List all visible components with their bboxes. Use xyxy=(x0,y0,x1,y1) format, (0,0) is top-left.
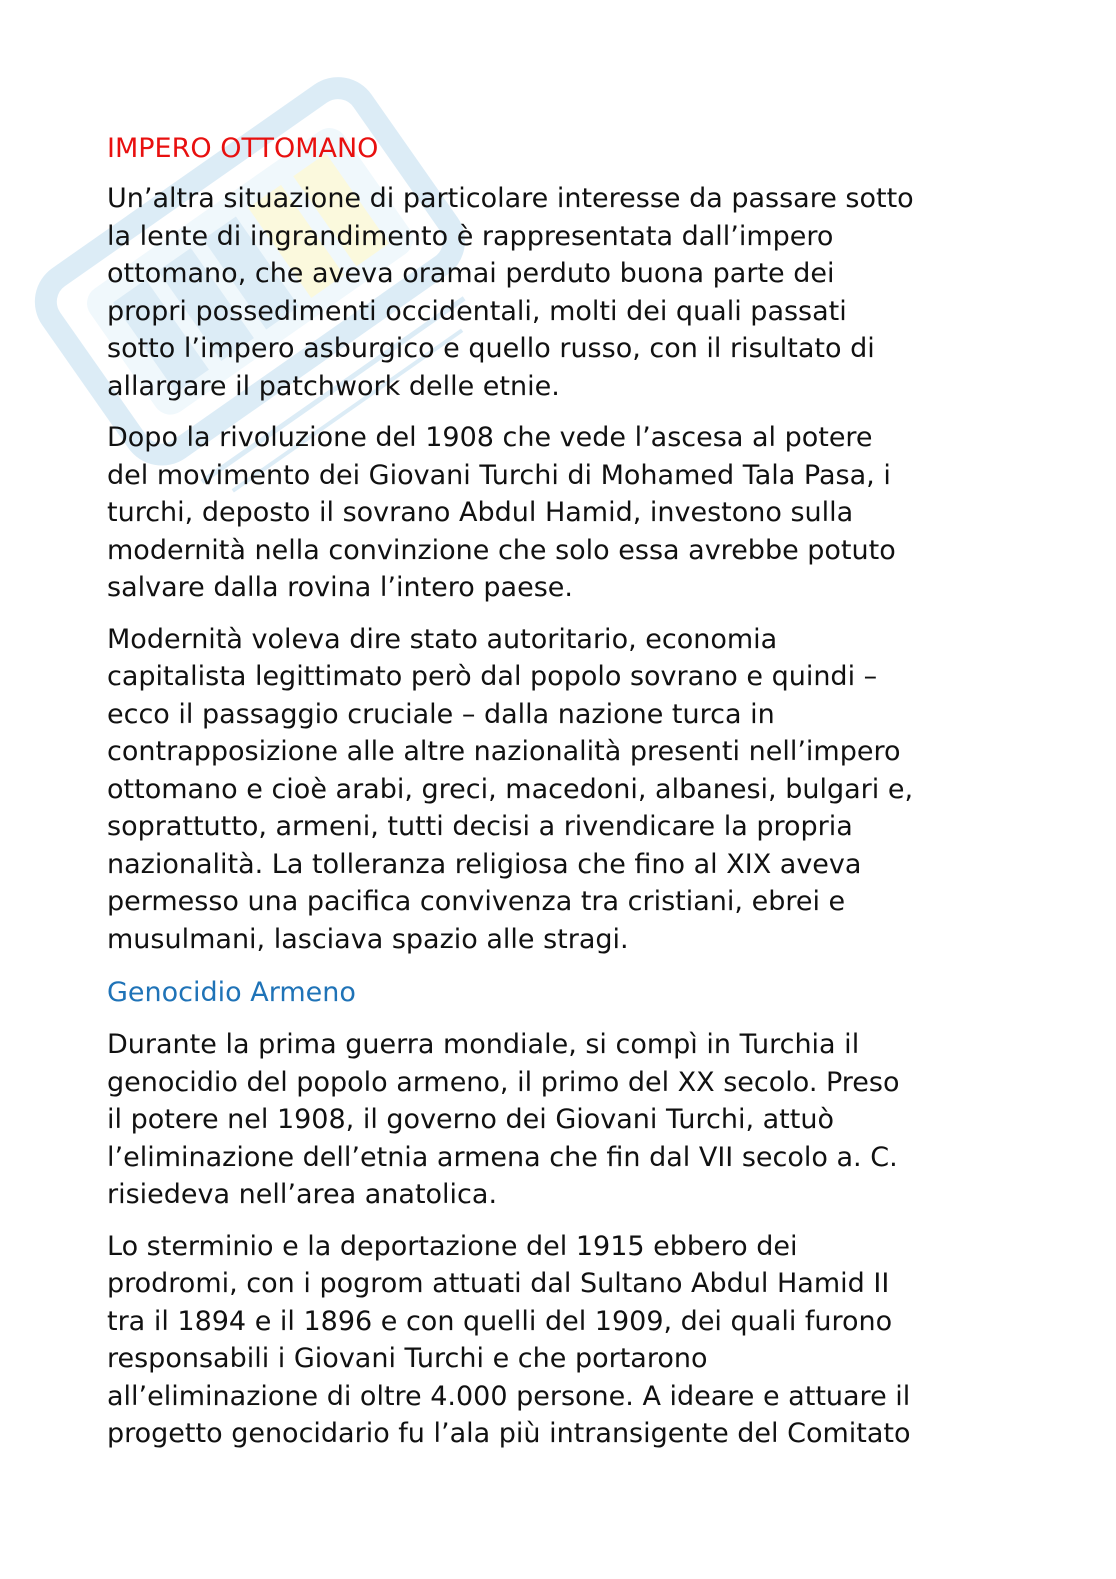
section-title: IMPERO OTTOMANO xyxy=(107,133,379,164)
paragraph: Un’altra situazione di particolare interesse da passare sotto la lente di ingrandimento è rappresentata dall’impero ottomano, che aveva oramai perduto buona parte dei propri possedimenti occidentali, molti dei quali passati sotto l’impero asburgico e quello russo, con il risultato di allargare il patchwork delle etnie. xyxy=(107,183,914,402)
paragraph: Dopo la rivoluzione del 1908 che vede l’ascesa al potere del movimento dei Giovani Turchi di Mohamed Tala Pasa, i turchi, deposto il sovrano Abdul Hamid, investono sulla modernità nella convinzione che solo essa avrebbe potuto salvare dalla rovina l’intero paese. xyxy=(107,422,896,603)
paragraph: Modernità voleva dire stato autoritario, economia capitalista legittimato però dal popolo sovrano e quindi – ecco il passaggio cruciale – dalla nazione turca in contrapposizione alle altre nazionalità presenti nell’impero ottomano e cioè arabi, greci, macedoni, albanesi, bulgari e, soprattutto, armeni, tutti decisi a rivendicare la propria nazionalità. La tolleranza religiosa che fino al XIX aveva permesso una pacifica convivenza tra cristiani, ebrei e musulmani, lasciava spazio alle stragi. xyxy=(107,623,914,955)
paragraph: Durante la prima guerra mondiale, si compì in Turchia il genocidio del popolo armeno, il primo del XX secolo. Preso il potere nel 1908, il governo dei Giovani Turchi, attuò l’eliminazione dell’etnia armena che fin dal VII secolo a. C. risiedeva nell’area anatolica. xyxy=(107,1029,900,1210)
subsection-title: Genocidio Armeno xyxy=(107,977,356,1008)
document-page xyxy=(107,128,1007,1467)
paragraph: Lo sterminio e la deportazione del 1915 ebbero dei prodromi, con i pogrom attuati dal Sultano Abdul Hamid II tra il 1894 e il 1896 e con quelli del 1909, dei quali furono responsabili i Giovani Turchi e che portarono all’eliminazione di oltre 4.000 persone. A ideare e attuare il progetto genocidario fu l’ala più intransigente del Comitato xyxy=(107,1230,911,1449)
